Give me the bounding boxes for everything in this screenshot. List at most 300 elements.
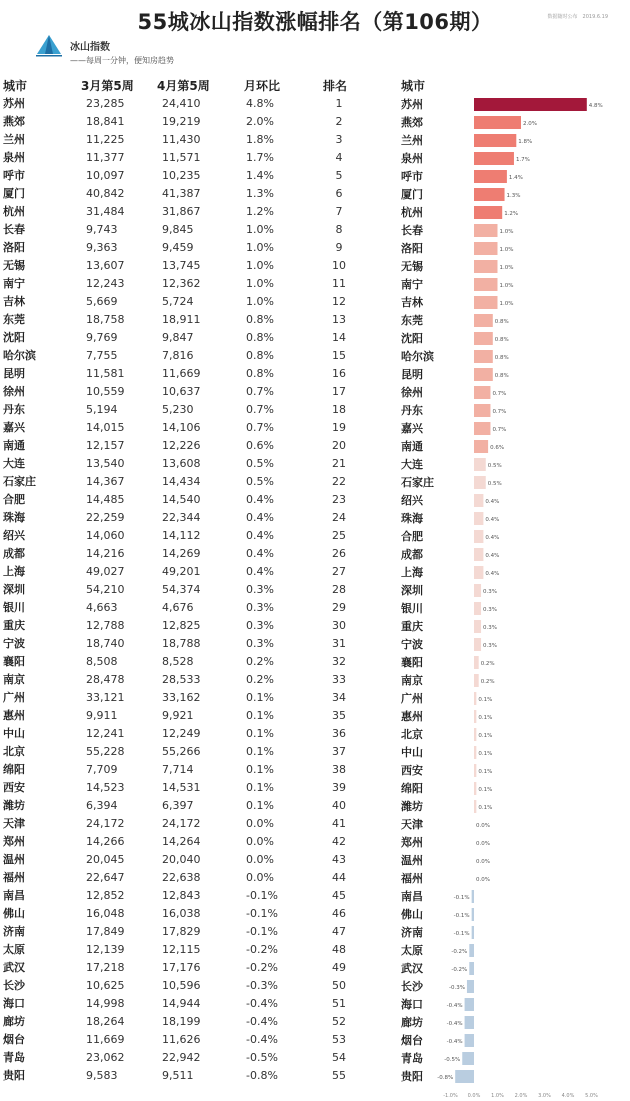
rank-cell: 40 xyxy=(332,799,346,812)
chart-data-label: -0.4% xyxy=(446,1039,463,1045)
mom-value-cell: 1.0% xyxy=(246,259,274,272)
mom-value-cell: 1.0% xyxy=(246,277,274,290)
mar-value-cell: 14,367 xyxy=(86,475,125,488)
chart-category-label: 石家庄 xyxy=(401,476,434,489)
chart-bar xyxy=(474,494,483,507)
header-mom: 月环比 xyxy=(244,79,281,93)
chart-category-label: 南昌 xyxy=(401,890,423,903)
header-apr: 4月第5周 xyxy=(157,79,210,93)
mar-value-cell: 5,669 xyxy=(86,295,118,308)
chart-data-label: 0.0% xyxy=(476,841,490,847)
city-cell: 绵阳 xyxy=(3,763,25,776)
chart-category-label: 绍兴 xyxy=(401,494,423,507)
mom-value-cell: -0.2% xyxy=(246,961,278,974)
chart-category-label: 温州 xyxy=(401,854,423,867)
city-cell: 长春 xyxy=(3,223,25,236)
city-cell: 惠州 xyxy=(3,709,25,722)
meta-note: 数据随时公布 2019.6.19 xyxy=(547,14,608,20)
mom-value-cell: 0.3% xyxy=(246,601,274,614)
chart-category-label: 重庆 xyxy=(401,620,423,633)
chart-bar xyxy=(474,332,493,345)
rank-cell: 22 xyxy=(332,475,346,488)
mar-value-cell: 7,709 xyxy=(86,763,118,776)
mom-value-cell: -0.1% xyxy=(246,907,278,920)
apr-value-cell: 49,201 xyxy=(162,565,201,578)
mom-value-cell: 0.7% xyxy=(246,385,274,398)
rank-cell: 25 xyxy=(332,529,346,542)
chart-bar xyxy=(474,260,498,273)
chart-data-label: 1.2% xyxy=(504,211,519,217)
mar-value-cell: 11,225 xyxy=(86,133,125,146)
city-cell: 无锡 xyxy=(3,259,25,272)
chart-bar xyxy=(469,944,474,957)
city-cell: 苏州 xyxy=(3,97,25,110)
chart-bar xyxy=(474,566,483,579)
chart-bar xyxy=(465,1034,474,1047)
rank-cell: 49 xyxy=(332,961,346,974)
apr-value-cell: 20,040 xyxy=(162,853,201,866)
mom-value-cell: 1.7% xyxy=(246,151,274,164)
city-cell: 大连 xyxy=(3,457,25,470)
rank-cell: 53 xyxy=(332,1033,346,1046)
chart-bar xyxy=(474,674,479,687)
chart-category-label: 呼市 xyxy=(401,170,423,183)
city-cell: 广州 xyxy=(3,691,25,704)
chart-data-label: 0.0% xyxy=(476,859,490,865)
chart-category-label: 中山 xyxy=(401,746,423,759)
mar-value-cell: 4,663 xyxy=(86,601,118,614)
mar-value-cell: 54,210 xyxy=(86,583,125,596)
chart-data-label: -0.1% xyxy=(453,931,470,937)
mom-value-cell: 2.0% xyxy=(246,115,274,128)
mar-value-cell: 12,788 xyxy=(86,619,125,632)
chart-bar xyxy=(474,386,490,399)
mar-value-cell: 31,484 xyxy=(86,205,125,218)
city-cell: 东莞 xyxy=(3,313,25,326)
chart-bar xyxy=(474,656,479,669)
chart-category-label: 武汉 xyxy=(401,962,423,975)
chart-category-label: 泉州 xyxy=(401,152,423,165)
rank-cell: 2 xyxy=(335,115,343,128)
mar-value-cell: 14,060 xyxy=(86,529,125,542)
mar-value-cell: 10,559 xyxy=(86,385,125,398)
chart-bar xyxy=(474,206,502,219)
brand-slogan: ——每周一分钟，便知房趋势 xyxy=(70,56,174,65)
apr-value-cell: 10,637 xyxy=(162,385,201,398)
chart-category-label: 长沙 xyxy=(401,980,423,993)
rank-cell: 7 xyxy=(335,205,343,218)
x-tick-label: 0.0% xyxy=(467,1093,481,1099)
apr-value-cell: 19,219 xyxy=(162,115,201,128)
chart-data-label: 0.0% xyxy=(476,823,490,829)
mom-value-cell: -0.1% xyxy=(246,889,278,902)
mom-value-cell: 0.1% xyxy=(246,745,274,758)
city-cell: 厦门 xyxy=(3,187,25,200)
apr-value-cell: 14,434 xyxy=(162,475,201,488)
apr-value-cell: 24,410 xyxy=(162,97,201,110)
apr-value-cell: 7,714 xyxy=(162,763,194,776)
city-cell: 南京 xyxy=(3,673,25,686)
chart-category-label: 丹东 xyxy=(401,404,423,417)
mar-value-cell: 28,478 xyxy=(86,673,125,686)
x-tick-label: 5.0% xyxy=(585,1093,598,1099)
rank-cell: 32 xyxy=(332,655,346,668)
rank-cell: 54 xyxy=(332,1051,346,1064)
apr-value-cell: 9,845 xyxy=(162,223,194,236)
city-cell: 沈阳 xyxy=(3,331,25,344)
chart-category-label: 郑州 xyxy=(401,836,423,849)
chart-data-label: 0.1% xyxy=(478,697,493,703)
mar-value-cell: 40,842 xyxy=(86,187,125,200)
chart-category-label: 兰州 xyxy=(401,134,423,147)
mom-value-cell: 0.4% xyxy=(246,529,274,542)
rank-cell: 50 xyxy=(332,979,346,992)
apr-value-cell: 41,387 xyxy=(162,187,201,200)
city-cell: 南昌 xyxy=(3,889,25,902)
brand-name: 冰山指数 xyxy=(70,42,110,53)
chart-category-label: 广州 xyxy=(401,692,423,705)
chart-category-label: 长春 xyxy=(401,224,423,237)
mar-value-cell: 22,259 xyxy=(86,511,125,524)
chart-data-label: -0.1% xyxy=(453,895,470,901)
chart-bar xyxy=(462,1052,474,1065)
rank-cell: 31 xyxy=(332,637,346,650)
apr-value-cell: 18,788 xyxy=(162,637,201,650)
city-cell: 绍兴 xyxy=(3,529,25,542)
chart-data-label: 0.4% xyxy=(485,535,500,541)
apr-value-cell: 14,944 xyxy=(162,997,201,1010)
chart-category-label: 吉林 xyxy=(401,296,423,309)
apr-value-cell: 10,596 xyxy=(162,979,201,992)
rank-cell: 26 xyxy=(332,547,346,560)
rank-cell: 27 xyxy=(332,565,346,578)
chart-bar xyxy=(474,602,481,615)
rank-cell: 18 xyxy=(332,403,346,416)
rank-cell: 55 xyxy=(332,1069,346,1082)
rank-cell: 45 xyxy=(332,889,346,902)
mar-value-cell: 20,045 xyxy=(86,853,125,866)
chart-bar xyxy=(474,548,483,561)
city-cell: 深圳 xyxy=(3,583,25,596)
mom-value-cell: -0.1% xyxy=(246,925,278,938)
apr-value-cell: 6,397 xyxy=(162,799,194,812)
chart-bar xyxy=(474,242,498,255)
mom-value-cell: 0.1% xyxy=(246,763,274,776)
mom-value-cell: 0.8% xyxy=(246,349,274,362)
header-city-chart: 城市 xyxy=(401,79,426,93)
mom-value-cell: 0.1% xyxy=(246,781,274,794)
city-cell: 襄阳 xyxy=(3,655,25,668)
mar-value-cell: 12,852 xyxy=(86,889,125,902)
rank-cell: 19 xyxy=(332,421,346,434)
chart-data-label: 0.4% xyxy=(485,571,500,577)
apr-value-cell: 18,911 xyxy=(162,313,201,326)
chart-category-label: 徐州 xyxy=(401,386,423,399)
rank-cell: 20 xyxy=(332,439,346,452)
chart-data-label: 0.3% xyxy=(483,625,498,631)
chart-data-label: 0.3% xyxy=(483,607,498,613)
chart-category-label: 燕郊 xyxy=(401,116,423,129)
apr-value-cell: 22,638 xyxy=(162,871,201,884)
mar-value-cell: 9,769 xyxy=(86,331,118,344)
rank-cell: 14 xyxy=(332,331,346,344)
mar-value-cell: 16,048 xyxy=(86,907,125,920)
city-cell: 洛阳 xyxy=(3,241,25,254)
apr-value-cell: 12,843 xyxy=(162,889,201,902)
chart-bar xyxy=(474,350,493,363)
chart-bar xyxy=(472,926,474,939)
city-cell: 合肥 xyxy=(3,493,25,506)
mar-value-cell: 9,583 xyxy=(86,1069,118,1082)
apr-value-cell: 55,266 xyxy=(162,745,201,758)
city-cell: 中山 xyxy=(3,727,25,740)
rank-cell: 17 xyxy=(332,385,346,398)
rank-cell: 4 xyxy=(335,151,343,164)
apr-value-cell: 8,528 xyxy=(162,655,194,668)
chart-data-label: 0.8% xyxy=(494,373,509,379)
mar-value-cell: 55,228 xyxy=(86,745,125,758)
mom-value-cell: 0.5% xyxy=(246,475,274,488)
chart-data-label: 0.0% xyxy=(476,877,490,883)
mom-value-cell: -0.2% xyxy=(246,943,278,956)
chart-bar xyxy=(474,530,483,543)
chart-data-label: -0.3% xyxy=(448,985,465,991)
mar-value-cell: 11,669 xyxy=(86,1033,125,1046)
chart-category-label: 上海 xyxy=(401,566,423,579)
mom-value-cell: 0.7% xyxy=(246,403,274,416)
city-cell: 成都 xyxy=(3,547,25,560)
city-cell: 青岛 xyxy=(3,1051,25,1064)
chart-data-label: 0.7% xyxy=(492,391,507,397)
rank-cell: 34 xyxy=(332,691,346,704)
mom-value-cell: 0.8% xyxy=(246,331,274,344)
apr-value-cell: 4,676 xyxy=(162,601,194,614)
rank-cell: 30 xyxy=(332,619,346,632)
apr-value-cell: 11,626 xyxy=(162,1033,201,1046)
mom-value-cell: 0.0% xyxy=(246,871,274,884)
mom-value-cell: 0.0% xyxy=(246,817,274,830)
chart-category-label: 洛阳 xyxy=(401,242,423,255)
chart-data-label: 0.1% xyxy=(478,751,493,757)
rank-cell: 29 xyxy=(332,601,346,614)
mom-value-cell: 0.4% xyxy=(246,547,274,560)
mar-value-cell: 14,523 xyxy=(86,781,125,794)
mar-value-cell: 11,377 xyxy=(86,151,125,164)
chart-bar xyxy=(474,728,476,741)
chart-category-label: 济南 xyxy=(401,926,423,939)
city-cell: 嘉兴 xyxy=(3,421,25,434)
chart-bar xyxy=(474,440,488,453)
chart-bar xyxy=(469,962,474,975)
apr-value-cell: 14,264 xyxy=(162,835,201,848)
chart-bar xyxy=(474,134,516,147)
rank-cell: 15 xyxy=(332,349,346,362)
chart-bar xyxy=(474,116,521,129)
apr-value-cell: 31,867 xyxy=(162,205,201,218)
mom-value-cell: 0.4% xyxy=(246,493,274,506)
rank-cell: 11 xyxy=(332,277,346,290)
chart-data-label: -0.4% xyxy=(446,1003,463,1009)
mar-value-cell: 9,743 xyxy=(86,223,118,236)
city-cell: 吉林 xyxy=(3,295,25,308)
chart-data-label: 0.1% xyxy=(478,805,493,811)
chart-bar xyxy=(474,458,486,471)
chart-data-label: -0.2% xyxy=(451,967,468,973)
chart-data-label: 0.1% xyxy=(478,715,493,721)
chart-data-label: 1.7% xyxy=(515,157,530,163)
chart-bar xyxy=(474,404,490,417)
rank-cell: 21 xyxy=(332,457,346,470)
chart-category-label: 佛山 xyxy=(401,908,423,921)
chart-bar xyxy=(465,1016,474,1029)
mom-value-cell: 0.1% xyxy=(246,799,274,812)
rank-cell: 6 xyxy=(335,187,343,200)
rank-cell: 43 xyxy=(332,853,346,866)
chart-data-label: 0.8% xyxy=(494,355,509,361)
rank-cell: 24 xyxy=(332,511,346,524)
city-cell: 济南 xyxy=(3,925,25,938)
apr-value-cell: 22,942 xyxy=(162,1051,201,1064)
mom-value-cell: 4.8% xyxy=(246,97,274,110)
mom-value-cell: 0.2% xyxy=(246,673,274,686)
chart-bar xyxy=(474,692,476,705)
apr-value-cell: 24,172 xyxy=(162,817,201,830)
chart-data-label: 0.1% xyxy=(478,733,493,739)
city-cell: 烟台 xyxy=(3,1033,25,1046)
chart-bar xyxy=(474,152,514,165)
mom-value-cell: 0.6% xyxy=(246,439,274,452)
city-cell: 北京 xyxy=(3,745,25,758)
chart-bar xyxy=(474,746,476,759)
x-tick-label: -1.0% xyxy=(443,1093,458,1099)
chart-bar xyxy=(474,800,476,813)
chart-data-label: 0.5% xyxy=(487,481,502,487)
apr-value-cell: 7,816 xyxy=(162,349,194,362)
city-cell: 燕郊 xyxy=(3,115,25,128)
chart-category-label: 沈阳 xyxy=(401,332,423,345)
chart-bar xyxy=(474,764,476,777)
mom-value-cell: -0.4% xyxy=(246,1033,278,1046)
chart-bar xyxy=(472,890,474,903)
mom-value-cell: 0.1% xyxy=(246,709,274,722)
city-cell: 福州 xyxy=(3,871,25,884)
chart-category-label: 南宁 xyxy=(401,278,423,291)
chart-category-label: 太原 xyxy=(401,944,423,957)
chart-data-label: 1.3% xyxy=(506,193,521,199)
header-city: 城市 xyxy=(3,79,28,93)
chart-data-label: 4.8% xyxy=(588,103,603,109)
mar-value-cell: 23,062 xyxy=(86,1051,125,1064)
city-cell: 南宁 xyxy=(3,277,25,290)
chart-data-label: 0.1% xyxy=(478,787,493,793)
apr-value-cell: 11,571 xyxy=(162,151,201,164)
apr-value-cell: 14,531 xyxy=(162,781,201,794)
city-cell: 西安 xyxy=(3,781,25,794)
apr-value-cell: 9,847 xyxy=(162,331,194,344)
mar-value-cell: 11,581 xyxy=(86,367,125,380)
chart-bar xyxy=(474,296,498,309)
chart-data-label: 0.4% xyxy=(485,553,500,559)
chart-category-label: 宁波 xyxy=(401,638,423,651)
chart-bar xyxy=(474,782,476,795)
mar-value-cell: 17,849 xyxy=(86,925,125,938)
mom-value-cell: 1.2% xyxy=(246,205,274,218)
rank-cell: 12 xyxy=(332,295,346,308)
chart-bar xyxy=(474,170,507,183)
mar-value-cell: 18,758 xyxy=(86,313,125,326)
chart-category-label: 襄阳 xyxy=(401,656,423,669)
chart-category-label: 银川 xyxy=(401,602,423,615)
apr-value-cell: 9,921 xyxy=(162,709,194,722)
apr-value-cell: 11,669 xyxy=(162,367,201,380)
chart-bar xyxy=(474,620,481,633)
mom-value-cell: 0.4% xyxy=(246,565,274,578)
chart-category-label: 福州 xyxy=(401,872,423,885)
rank-cell: 47 xyxy=(332,925,346,938)
rank-cell: 46 xyxy=(332,907,346,920)
city-cell: 泉州 xyxy=(3,151,25,164)
rank-cell: 38 xyxy=(332,763,346,776)
header-rank: 排名 xyxy=(323,79,348,93)
apr-value-cell: 11,430 xyxy=(162,133,201,146)
apr-value-cell: 12,825 xyxy=(162,619,201,632)
chart-bar xyxy=(467,980,474,993)
x-tick-label: 2.0% xyxy=(514,1093,528,1099)
chart-category-label: 无锡 xyxy=(401,260,423,273)
apr-value-cell: 5,724 xyxy=(162,295,194,308)
chart-category-label: 哈尔滨 xyxy=(401,350,434,363)
chart-data-label: 0.8% xyxy=(494,319,509,325)
city-cell: 温州 xyxy=(3,853,25,866)
chart-data-label: 0.2% xyxy=(480,679,495,685)
chart-category-label: 珠海 xyxy=(401,512,423,525)
chart-category-label: 海口 xyxy=(401,998,423,1011)
chart-data-label: -0.4% xyxy=(446,1021,463,1027)
mar-value-cell: 17,218 xyxy=(86,961,125,974)
apr-value-cell: 12,115 xyxy=(162,943,201,956)
mar-value-cell: 8,508 xyxy=(86,655,118,668)
chart-category-label: 廊坊 xyxy=(401,1016,423,1029)
mom-value-cell: -0.5% xyxy=(246,1051,278,1064)
chart-data-label: 0.3% xyxy=(483,643,498,649)
apr-value-cell: 17,176 xyxy=(162,961,201,974)
apr-value-cell: 16,038 xyxy=(162,907,201,920)
mar-value-cell: 6,394 xyxy=(86,799,118,812)
apr-value-cell: 13,608 xyxy=(162,457,201,470)
city-cell: 珠海 xyxy=(3,511,25,524)
chart-data-label: 1.0% xyxy=(499,247,514,253)
apr-value-cell: 10,235 xyxy=(162,169,201,182)
chart-category-label: 大连 xyxy=(401,458,423,471)
rank-cell: 10 xyxy=(332,259,346,272)
rank-cell: 35 xyxy=(332,709,346,722)
city-cell: 昆明 xyxy=(3,367,25,380)
chart-category-label: 杭州 xyxy=(401,206,423,219)
city-cell: 上海 xyxy=(3,565,25,578)
apr-value-cell: 14,540 xyxy=(162,493,201,506)
chart-bar xyxy=(474,476,486,489)
rank-cell: 41 xyxy=(332,817,346,830)
rank-cell: 16 xyxy=(332,367,346,380)
mar-value-cell: 7,755 xyxy=(86,349,118,362)
mar-value-cell: 14,485 xyxy=(86,493,125,506)
mar-value-cell: 49,027 xyxy=(86,565,125,578)
chart-data-label: 0.4% xyxy=(485,517,500,523)
city-cell: 杭州 xyxy=(3,205,25,218)
city-cell: 长沙 xyxy=(3,979,25,992)
apr-value-cell: 33,162 xyxy=(162,691,201,704)
mar-value-cell: 14,216 xyxy=(86,547,125,560)
